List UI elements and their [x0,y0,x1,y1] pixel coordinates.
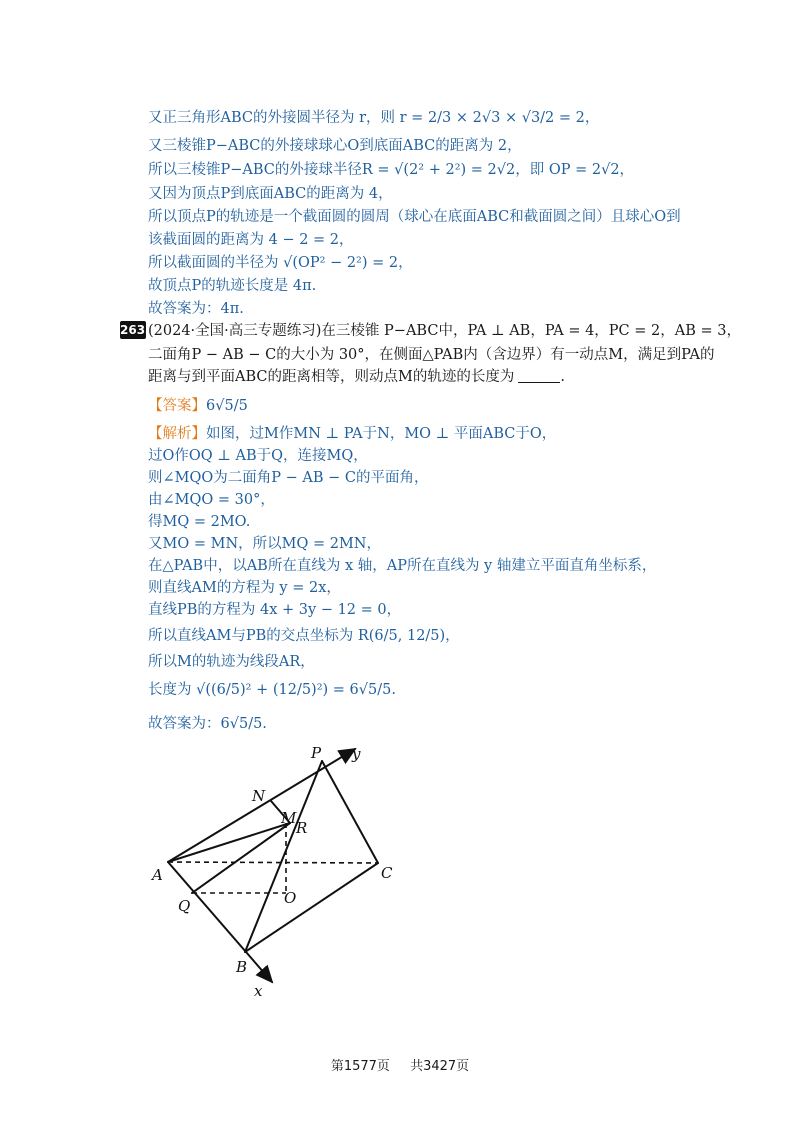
answer-row [148,396,248,416]
analysis-line-2: 过O作OQ ⊥ AB于Q，连接MQ， [148,448,368,464]
segment-MQ [192,823,290,893]
analysis-line-6: 又MO = MN，所以MQ = 2MN， [148,536,381,552]
analysis-line-13: 故答案为：6√5/5. [148,716,267,732]
prev-solution-line-7: 所以截面圆的半径为 √(OP² − 2²) = 2， [148,255,413,271]
prev-solution-line-4: 又因为顶点P到底面ABC的距离为 4， [148,186,393,202]
problem-line-2: 二面角P − AB − C的大小为 30°，在侧面△PAB内（含边界）有一动点M，满足到PA的 [148,347,715,363]
prev-solution-line-9: 故答案为：4π. [148,301,244,317]
label-y: y [352,745,361,763]
label-O: O [284,889,297,907]
prev-solution-line-3: 所以三棱锥P−ABC的外接球半径R = √(2² + 2²) = 2√2，即 OP = 2√2， [148,162,635,178]
dashed-AC [168,862,378,863]
segment-MN [271,801,290,823]
label-x: x [254,982,263,1000]
analysis-text-1: 如图，过M作MN ⊥ PA于N，MO ⊥ 平面ABC于O， [206,426,557,442]
prev-solution-line-5: 所以顶点P的轨迹是一个截面圆的圆周（球心在底面ABC和截面圆之间）且球心O到 [148,209,681,225]
edge-BC [245,863,378,952]
segment-AM [168,823,290,862]
edge-PC [322,761,378,863]
page-footer [0,1055,800,1074]
analysis-line-4: 由∠MQO = 30°， [148,492,275,508]
label-M: M [281,809,297,827]
analysis-line-10: 所以直线AM与PB的交点坐标为 R(6/5, 12/5)， [148,628,460,644]
prev-solution-line-8: 故顶点P的轨迹长度是 4π. [148,278,317,294]
problem-line-3 [148,367,565,387]
problem-line-3-text: 距离与到平面ABC的距离相等，则动点M的轨迹的长度为 [148,369,515,385]
label-N: N [252,787,266,805]
edge-AP-y-axis [168,749,355,862]
problem-line-1: (2024·全国·高三专题练习)在三棱锥 P−ABC中，PA ⊥ AB，PA = 4，PC = 2，AB = 3， [148,323,741,339]
page-number: 第1577页 [330,1059,390,1074]
answer-value: 6√5/5 [206,398,248,414]
analysis-line-3: 则∠MQO为二面角P − AB − C的平面角， [148,470,429,486]
analysis-line-12: 长度为 √((6/5)² + (12/5)²) = 6√5/5. [148,682,396,698]
analysis-line-1 [148,424,556,444]
analysis-label: 【解析】 [148,426,206,442]
problem-line-end: . [560,369,565,385]
edge-PB [245,761,322,952]
edge-AB-x-axis [168,862,272,982]
analysis-line-9: 直线PB的方程为 4x + 3y − 12 = 0， [148,602,402,618]
answer-label: 【答案】 [148,398,206,414]
label-R: R [296,819,308,837]
label-Q: Q [178,897,191,915]
label-C: C [381,864,393,882]
label-A: A [152,866,163,884]
analysis-line-5: 得MQ = 2MO. [148,514,251,530]
problem-number-badge: 2635 [120,323,154,337]
answer-blank [518,382,560,383]
analysis-line-8: 则直线AM的方程为 y = 2x， [148,580,341,596]
label-B: B [236,958,248,976]
page-total: 共3427页 [410,1059,470,1074]
analysis-line-11: 所以M的轨迹为线段AR， [148,654,315,670]
prev-solution-line-6: 该截面圆的距离为 4 − 2 = 2， [148,232,354,248]
label-P: P [311,744,322,762]
analysis-line-7: 在△PAB中，以AB所在直线为 x 轴，AP所在直线为 y 轴建立平面直角坐标系， [148,558,657,574]
prev-solution-line-1: 又正三角形ABC的外接圆半径为 r，则 r = 2/3 × 2√3 × √3/2 = 2， [148,110,600,126]
prev-solution-line-2: 又三棱锥P−ABC的外接球球心O到底面ABC的距离为 2， [148,138,522,154]
